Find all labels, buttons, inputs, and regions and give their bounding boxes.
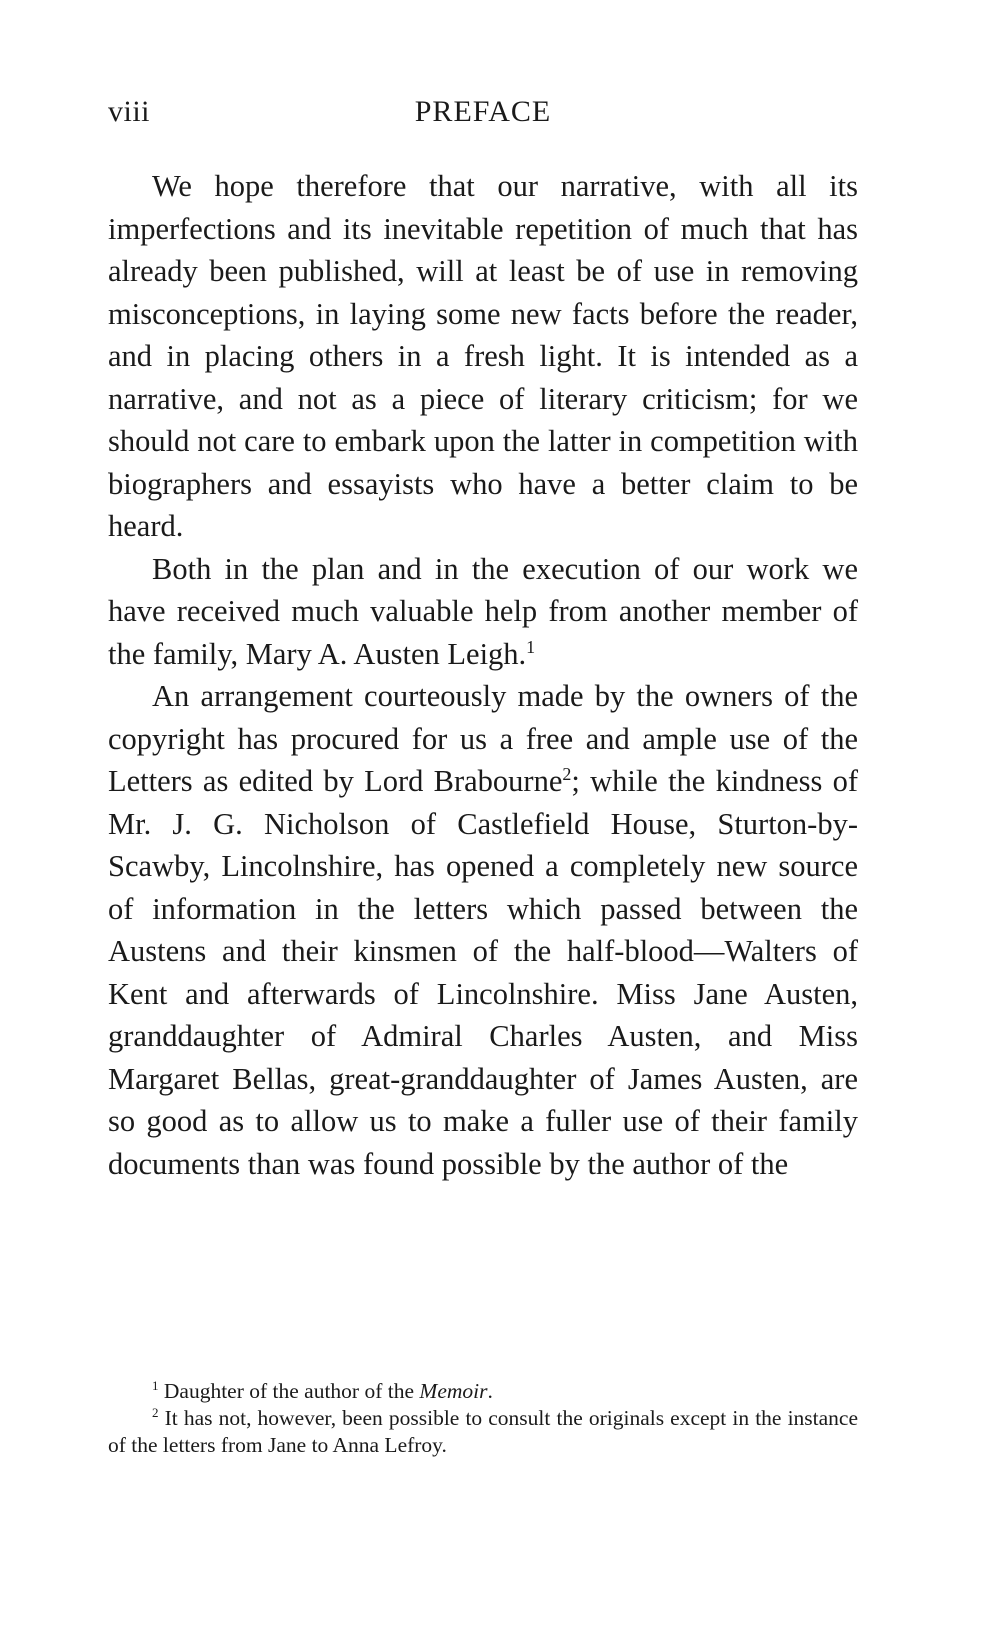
paragraph-3 xyxy=(108,675,858,1185)
footnote-ref-1: 1 xyxy=(526,636,536,657)
footnote-1-marker: 1 xyxy=(152,1377,159,1393)
footnote-2-text: It has not, however, been possible to consult the originals except in the instance of the letters from Jane to Anna Lefroy. xyxy=(108,1406,859,1457)
body-text xyxy=(108,165,858,1185)
paragraph-2 xyxy=(108,548,858,676)
footnote-1-end: . xyxy=(487,1379,493,1403)
footnotes xyxy=(108,1378,858,1459)
footnote-2-marker: 2 xyxy=(152,1404,159,1420)
paragraph-2-text: Both in the plan and in the execution of our work we have received much valuable help from another member of the family, Mary A. Austen Leigh. xyxy=(108,551,858,671)
footnote-2 xyxy=(108,1405,858,1459)
paragraph-3-text-b: ; while the kindness of Mr. J. G. Nicholson of Castlefield House, Sturton-by-Scawby, Lincolnshire, has opened a completely new source of information in the letters which passed between the Austens and their kinsmen of the half-blood—Walters of Kent and afterwards of Lincolnshire. Miss Jane Austen, granddaughter of Admiral Charles Austen, and Miss Margaret Bellas, great-granddaughter of James Austen, are so good as to allow us to make a fuller use of their family documents than was found possible by the author of the xyxy=(108,764,858,1181)
paragraph-3-text-a: An arrangement courteously made by the owners of the copyright has procured for us a free and ample use of the Letters as edited by Lord Brabourne xyxy=(108,679,858,798)
footnote-1-text: Daughter of the author of the xyxy=(163,1379,420,1403)
footnote-ref-2: 2 xyxy=(562,763,572,784)
page-number: viii xyxy=(108,95,151,128)
footnote-1-italic: Memoir xyxy=(419,1379,488,1403)
paragraph-1: We hope therefore that our narrative, with all its imperfections and its inevitable repetition of much that has already been published, will at least be of use in removing misconceptions, in laying some new facts before the reader, and in placing others in a fresh light. It is intended as a narrative, and not as a piece of literary criticism; for we should not care to embark upon the latter in competition with biographers and essayists who have a better claim to be heard. xyxy=(108,169,858,543)
running-head xyxy=(108,95,858,135)
footnote-1 xyxy=(108,1378,858,1405)
page-title: PREFACE xyxy=(414,95,552,128)
